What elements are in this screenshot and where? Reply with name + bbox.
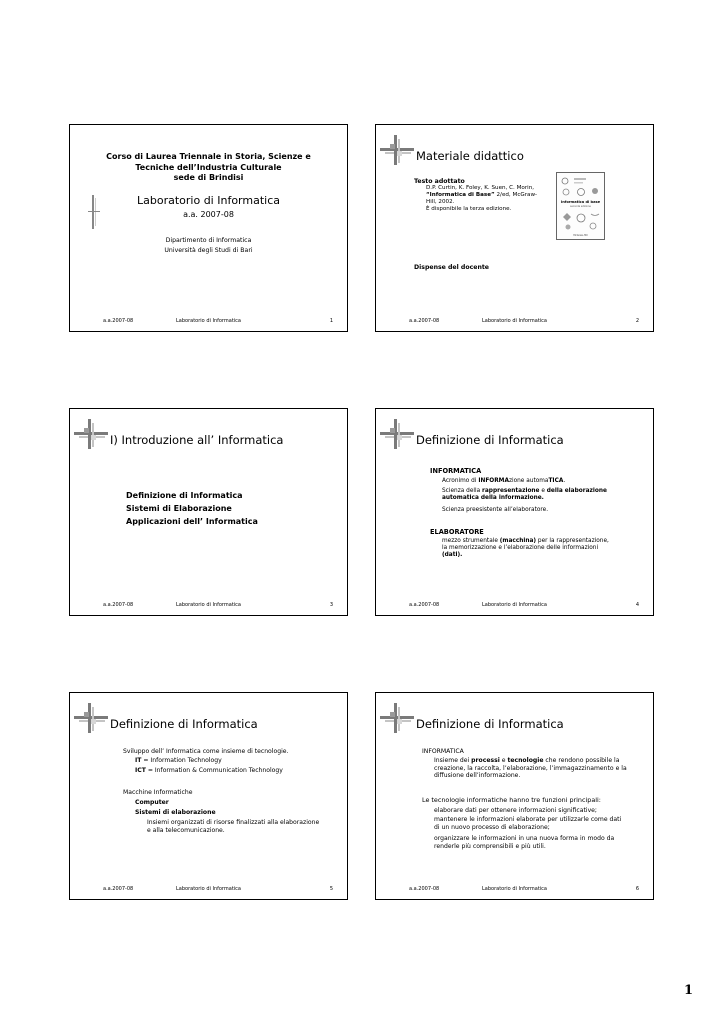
slide-3 bbox=[69, 408, 348, 616]
cross-decoration-icon bbox=[380, 135, 414, 165]
insiemi-text: Insiemi organizzati di risorse finalizzati alla elaborazione e alla telecomunicazione. bbox=[147, 819, 320, 834]
sistemi-text: Sistemi di elaborazione bbox=[135, 809, 216, 816]
informatica-heading: INFORMATICA bbox=[422, 748, 464, 755]
slide-title: I) Introduzione all’ Informatica bbox=[110, 433, 284, 447]
slide-footer: a.a.2007-08 Laboratorio di Informatica 4 bbox=[409, 602, 639, 608]
slide-footer: a.a.2007-08 Laboratorio di Informatica 2 bbox=[409, 318, 639, 324]
slide-footer: a.a.2007-08 Laboratorio di Informatica 5 bbox=[103, 886, 333, 892]
slide-4 bbox=[375, 408, 654, 616]
textbook-label: Testo adottato bbox=[414, 178, 465, 185]
department: Dipartimento di Informatica Università degli Studi di Bari bbox=[164, 237, 253, 254]
slide-1 bbox=[69, 124, 348, 332]
page-number: 1 bbox=[684, 983, 694, 998]
computer-text: Computer bbox=[135, 799, 169, 806]
list-item: Sistemi di Elaborazione bbox=[126, 504, 232, 513]
it-definition: IT = Information Technology bbox=[135, 757, 222, 764]
slide-2 bbox=[375, 124, 654, 332]
cross-decoration-icon bbox=[380, 703, 414, 733]
slide-number: 6 bbox=[635, 886, 639, 892]
insieme-text: Insieme dei processi e tecnologie che rendono possibile la creazione, la raccolta, l’elaborazione, l’immagazzinamento e la diffusione dell’informazione. bbox=[434, 757, 627, 779]
function-item: mantenere le informazioni elaborate per utilizzarle come dati di un nuovo processo di elaborazione; bbox=[434, 816, 622, 831]
slide-footer: a.a.2007-08 Laboratorio di Informatica 6 bbox=[409, 886, 639, 892]
slide-title: Materiale didattico bbox=[416, 149, 524, 163]
slide-number: 4 bbox=[635, 602, 639, 608]
slide-footer: a.a.2007-08 Laboratorio di Informatica 3 bbox=[103, 602, 333, 608]
cross-decoration-icon bbox=[74, 419, 108, 449]
acronym-text: Acronimo di INFORMAzione automaTICA. bbox=[442, 478, 566, 484]
macchine-text: Macchine Informatiche bbox=[123, 789, 193, 796]
slide-title: Definizione di Informatica bbox=[416, 717, 564, 731]
slide-number: 2 bbox=[635, 318, 639, 324]
textbook-reference: D.P. Curtin, K. Foley, K. Suen, C. Morin, “Informatica di Base” 2/ed, McGraw- Hill, 2002. È disponibile la terza edizione. bbox=[426, 185, 538, 212]
science-preexisting-text: Scienza preesistente all’elaboratore. bbox=[442, 507, 549, 513]
list-item: Definizione di Informatica bbox=[126, 491, 243, 500]
academic-year: a.a. 2007-08 bbox=[183, 210, 234, 219]
elaboratore-heading: ELABORATORE bbox=[430, 528, 484, 536]
slide-footer: a.a.2007-08 Laboratorio di Informatica 1 bbox=[103, 318, 333, 324]
slide-number: 3 bbox=[329, 602, 333, 608]
cross-decoration-icon bbox=[74, 703, 108, 733]
slide-title: Definizione di Informatica bbox=[110, 717, 258, 731]
book-cover-image: Informatica di base seconda edizione McGraw-Hill bbox=[556, 172, 605, 240]
slide-number: 5 bbox=[329, 886, 333, 892]
informatica-heading: INFORMATICA bbox=[430, 467, 482, 475]
cross-decoration-icon bbox=[380, 419, 414, 449]
topic-list bbox=[126, 489, 258, 528]
slide-5 bbox=[69, 692, 348, 900]
list-item: Applicazioni dell’ Informatica bbox=[126, 517, 258, 526]
function-item: elaborare dati per ottenere informazioni significative; bbox=[434, 807, 597, 814]
slide-title: Definizione di Informatica bbox=[416, 433, 564, 447]
slide-number: 1 bbox=[329, 318, 333, 324]
tecnologie-text: Le tecnologie informatiche hanno tre funzioni principali: bbox=[422, 796, 601, 804]
lecture-notes-label: Dispense del docente bbox=[414, 264, 490, 271]
course-header: Corso di Laurea Triennale in Storia, Scienze e Tecniche dell’Industria Culturale sede di Brindisi bbox=[106, 152, 311, 182]
science-text: Scienza della rappresentazione e della elaborazione automatica della informazione. bbox=[442, 488, 607, 501]
elaboratore-text: mezzo strumentale (macchina) per la rappresentazione, la memorizzazione e l’elaborazione delle informazioni (dati). bbox=[442, 538, 609, 558]
function-item: organizzare le informazioni in una nuova forma in modo da renderle più comprensibili e più utili. bbox=[434, 835, 615, 850]
ict-definition: ICT = Information & Communication Technology bbox=[135, 767, 283, 774]
slide-6 bbox=[375, 692, 654, 900]
slide-title: Laboratorio di Informatica bbox=[137, 194, 280, 207]
sviluppo-text: Sviluppo dell’ Informatica come insieme di tecnologie. bbox=[123, 748, 289, 755]
